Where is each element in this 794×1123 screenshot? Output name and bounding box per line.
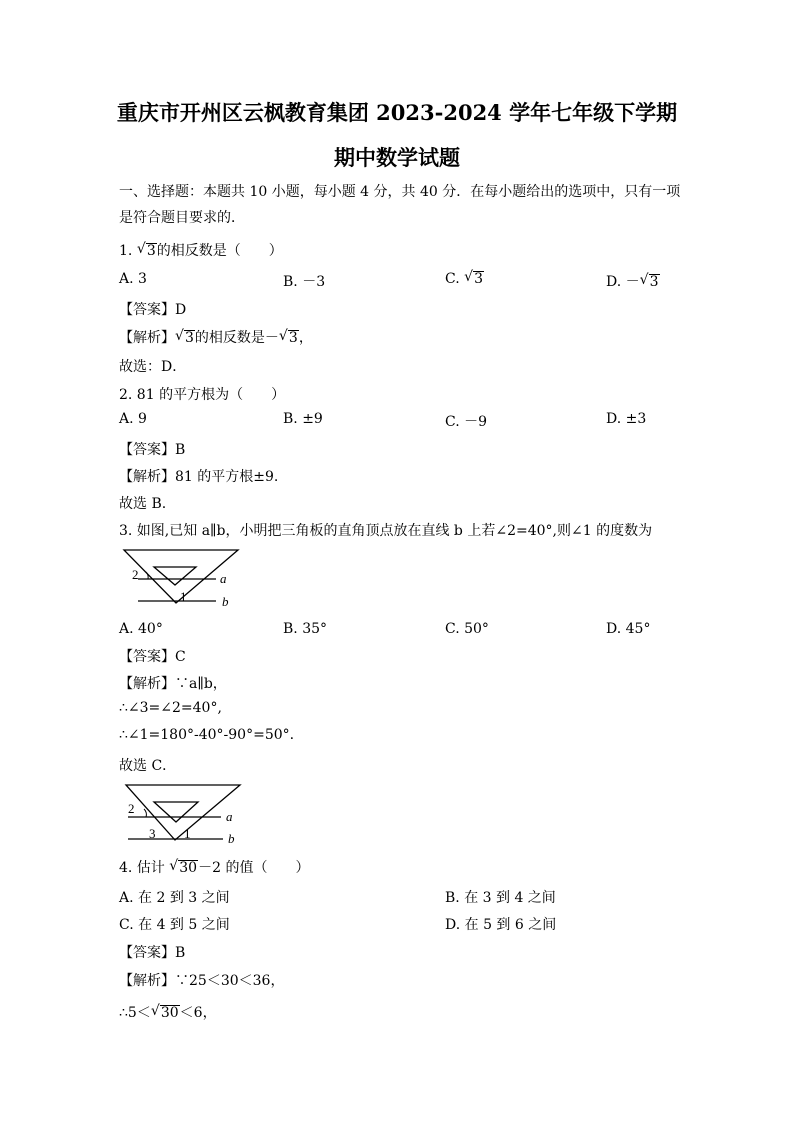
q1-option-d-label: D. －	[606, 274, 640, 290]
angle1-label: 1	[180, 589, 187, 604]
q4-suffix: －2 的值（ ）	[198, 860, 310, 876]
line-b-label: b	[228, 831, 235, 846]
angle3-label: 3	[149, 826, 156, 841]
q1-option-b: B. －3	[283, 274, 326, 290]
angle1-label: 1	[184, 826, 191, 841]
q1-analysis-radicand2: 3	[288, 330, 298, 346]
angle2-arc	[146, 572, 148, 579]
q3-figure	[118, 545, 248, 615]
triangle-ruler-inner	[154, 802, 198, 822]
q1-analysis-mid: 的相反数是－	[194, 330, 279, 346]
q1-option-a: A. 3	[119, 271, 147, 287]
q2-option-d: D. ±3	[606, 411, 647, 427]
section-instructions-line2: 是符合题目要求的．	[119, 210, 245, 226]
q3-option-d: D. 45°	[606, 621, 651, 637]
sqrt-symbol: √ 30	[169, 858, 198, 876]
q2-analysis: 【解析】81 的平方根±9.	[119, 469, 279, 485]
q1-option-c-radicand: 3	[474, 271, 484, 287]
q4-prefix: 4. 估计	[119, 860, 165, 876]
triangle-ruler-inner	[154, 567, 196, 585]
q3-analysis-line2: ∴∠3=∠2=40°,	[119, 700, 222, 716]
q2-option-a: A. 9	[119, 411, 147, 427]
q3-option-a: A. 40°	[119, 621, 163, 637]
q1-option-c-label: C.	[445, 271, 460, 287]
q1-number: 1.	[119, 243, 133, 259]
doc-title-line2: 期中数学试题	[334, 145, 460, 170]
q1-option-d-radicand: 3	[649, 274, 659, 290]
q3-conclusion: 故选 C．	[119, 758, 177, 774]
q3-option-b: B. 35°	[283, 621, 328, 637]
q4-option-b: B. 在 3 到 4 之间	[445, 890, 556, 906]
q1-radicand: 3	[146, 243, 156, 259]
q4-option-c: C. 在 4 到 5 之间	[119, 917, 230, 933]
q1-option-d	[606, 271, 660, 291]
q3-answer: 【答案】C	[119, 649, 186, 665]
q4-analysis2-radicand: 30	[160, 1005, 179, 1021]
sqrt-symbol: √ 3	[175, 328, 194, 346]
q4-analysis2-prefix: ∴5＜	[119, 1005, 151, 1021]
q1-option-c	[445, 271, 484, 287]
q4-analysis-line2	[119, 1002, 217, 1022]
angle2-label: 2	[132, 567, 139, 582]
sqrt-symbol: √ 3	[464, 269, 484, 287]
q2-answer: 【答案】B	[119, 442, 186, 458]
q1-answer: 【答案】D	[119, 302, 187, 318]
sqrt-symbol: √ 3	[136, 241, 156, 259]
angle2-arc	[144, 809, 146, 817]
line-a-label: a	[226, 809, 233, 824]
q4-analysis-line1: 【解析】∵25＜30＜36，	[119, 973, 285, 989]
q4-analysis2-suffix: ＜6，	[179, 1005, 217, 1021]
q4-answer: 【答案】B	[119, 945, 186, 961]
q3-solution-figure	[118, 780, 248, 850]
q2-stem: 2. 81 的平方根为（ ）	[119, 387, 286, 403]
q4-stem	[119, 857, 309, 877]
triangle-ruler-outer	[126, 785, 240, 840]
q1-analysis-radicand: 3	[185, 330, 194, 346]
q1-analysis-end: ，	[298, 330, 313, 346]
sqrt-symbol: √ 30	[150, 1003, 179, 1021]
q2-option-c: C. －9	[445, 414, 488, 430]
q3-option-c: C. 50°	[445, 621, 489, 637]
q4-radicand: 30	[179, 860, 198, 876]
line-a-label: a	[220, 571, 227, 586]
q1-conclusion: 故选：D．	[119, 359, 187, 375]
section-instructions-line1: 一、选择题：本题共 10 小题，每小题 4 分，共 40 分．在每小题给出的选项中，只有一项	[119, 184, 681, 200]
q3-stem: 3. 如图,已知 a∥b，小明把三角板的直角顶点放在直线 b 上若∠2=40°,则∠1 的度数为	[119, 523, 653, 539]
q4-option-d: D. 在 5 到 6 之间	[445, 917, 557, 933]
q1-analysis	[119, 327, 313, 347]
q3-analysis-line1: 【解析】∵a∥b，	[119, 676, 227, 692]
q2-conclusion: 故选 B.	[119, 496, 167, 512]
sqrt-symbol: √ 3	[278, 328, 298, 346]
q1-stem	[119, 240, 283, 260]
sqrt-symbol: √ 3	[639, 272, 659, 290]
q1-stem-tail: 的相反数是（ ）	[156, 243, 283, 259]
q3-analysis-line3: ∴∠1=180°-40°-90°=50°.	[119, 727, 295, 743]
angle2-label: 2	[128, 801, 135, 816]
q2-option-b: B. ±9	[283, 411, 323, 427]
doc-title-line1: 重庆市开州区云枫教育集团 2023-2024 学年七年级下学期	[116, 100, 678, 125]
line-b-label: b	[222, 594, 229, 609]
q4-option-a: A. 在 2 到 3 之间	[119, 890, 230, 906]
q1-analysis-prefix: 【解析】	[119, 330, 175, 346]
